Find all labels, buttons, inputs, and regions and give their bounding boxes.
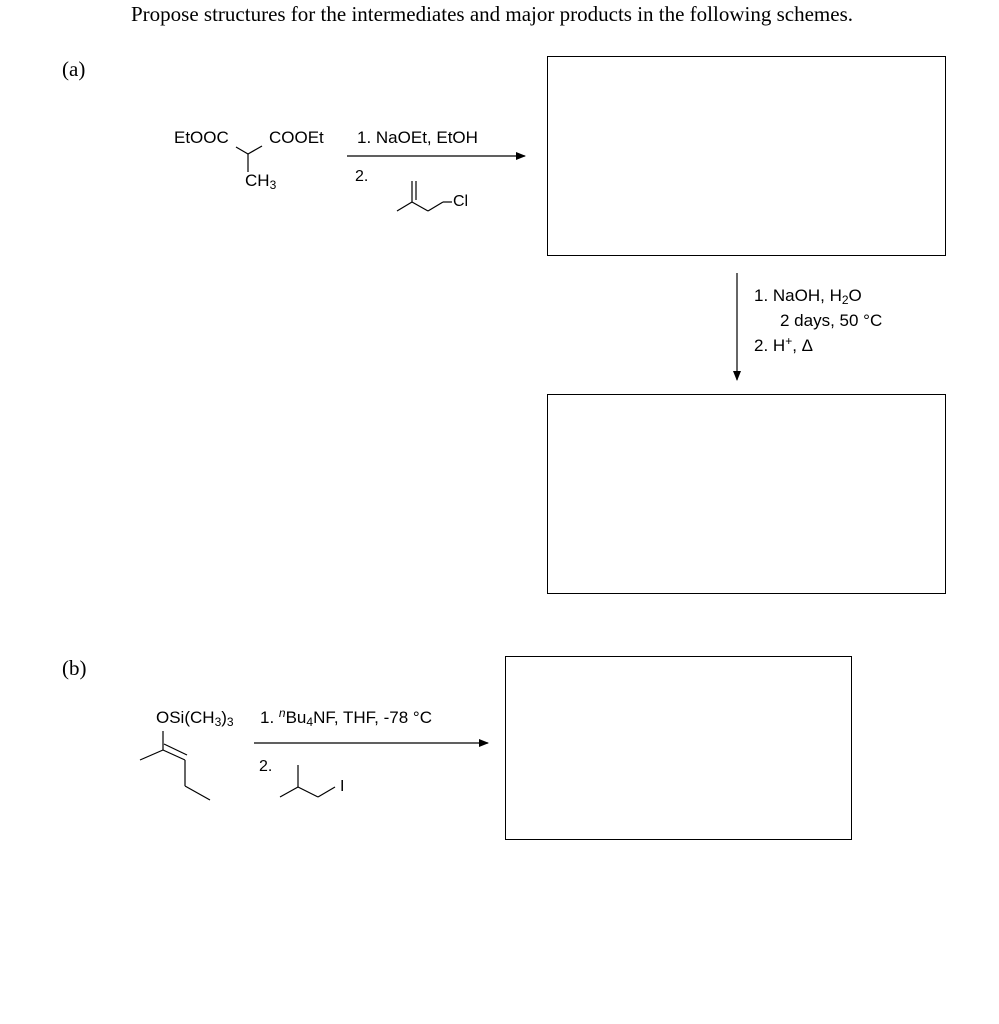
alkene-bond-1 — [163, 750, 185, 760]
bond-methyl-to-alkene — [397, 202, 412, 211]
reagent-naoet-etoh: 1. NaOEt, EtOH — [357, 128, 478, 147]
isobutyl-iodide-structure — [280, 765, 335, 797]
bond-to-ch2 — [298, 787, 318, 797]
bond-to-ch2 — [412, 202, 428, 211]
reaction-conditions-time-temp: 2 days, 50 °C — [780, 311, 883, 330]
bond-ch2-to-cl — [428, 202, 443, 211]
reactant-methyl-label: $CH_3$ — [245, 171, 277, 192]
methallyl-chloride-structure — [397, 181, 452, 211]
instructions-title: Propose structures for the intermediates and major products in the following schemes. — [131, 2, 853, 26]
reagent-b-step-2-number: 2. — [259, 758, 273, 775]
alkene-bond-2 — [164, 744, 187, 755]
chloride-atom-label: Cl — [453, 193, 469, 210]
part-a-label: (a) — [62, 57, 86, 81]
part-b-label: (b) — [62, 656, 87, 680]
silyl-enol-ether-structure — [140, 731, 210, 800]
reactant-ester-right: COOEt — [269, 128, 324, 147]
bond-methyl-left — [280, 787, 298, 797]
bond-ch2-i — [318, 787, 335, 797]
iodide-atom-label: I — [340, 778, 345, 795]
reagent-step-2-number: 2. — [355, 168, 369, 185]
reactant-ester-left: EtOOC — [174, 128, 229, 147]
bond-right-ester — [248, 146, 262, 154]
reagent-tbaf-thf: 1. $^nBu_4NF$, THF, -78 °C — [260, 706, 432, 729]
bond-methyl-to-c — [140, 750, 163, 760]
silyl-ether-label: $OSi(CH_3)_3$ — [156, 708, 234, 729]
reagent-acid-heat: 2. H+, Δ — [754, 334, 814, 355]
reagent-naoh-water: 1. NaOH, $H_2O$ — [754, 286, 862, 307]
malonate-skeleton-bonds — [236, 146, 262, 172]
bond-ch2-ch3 — [185, 786, 210, 800]
bond-left-ester — [236, 147, 248, 154]
